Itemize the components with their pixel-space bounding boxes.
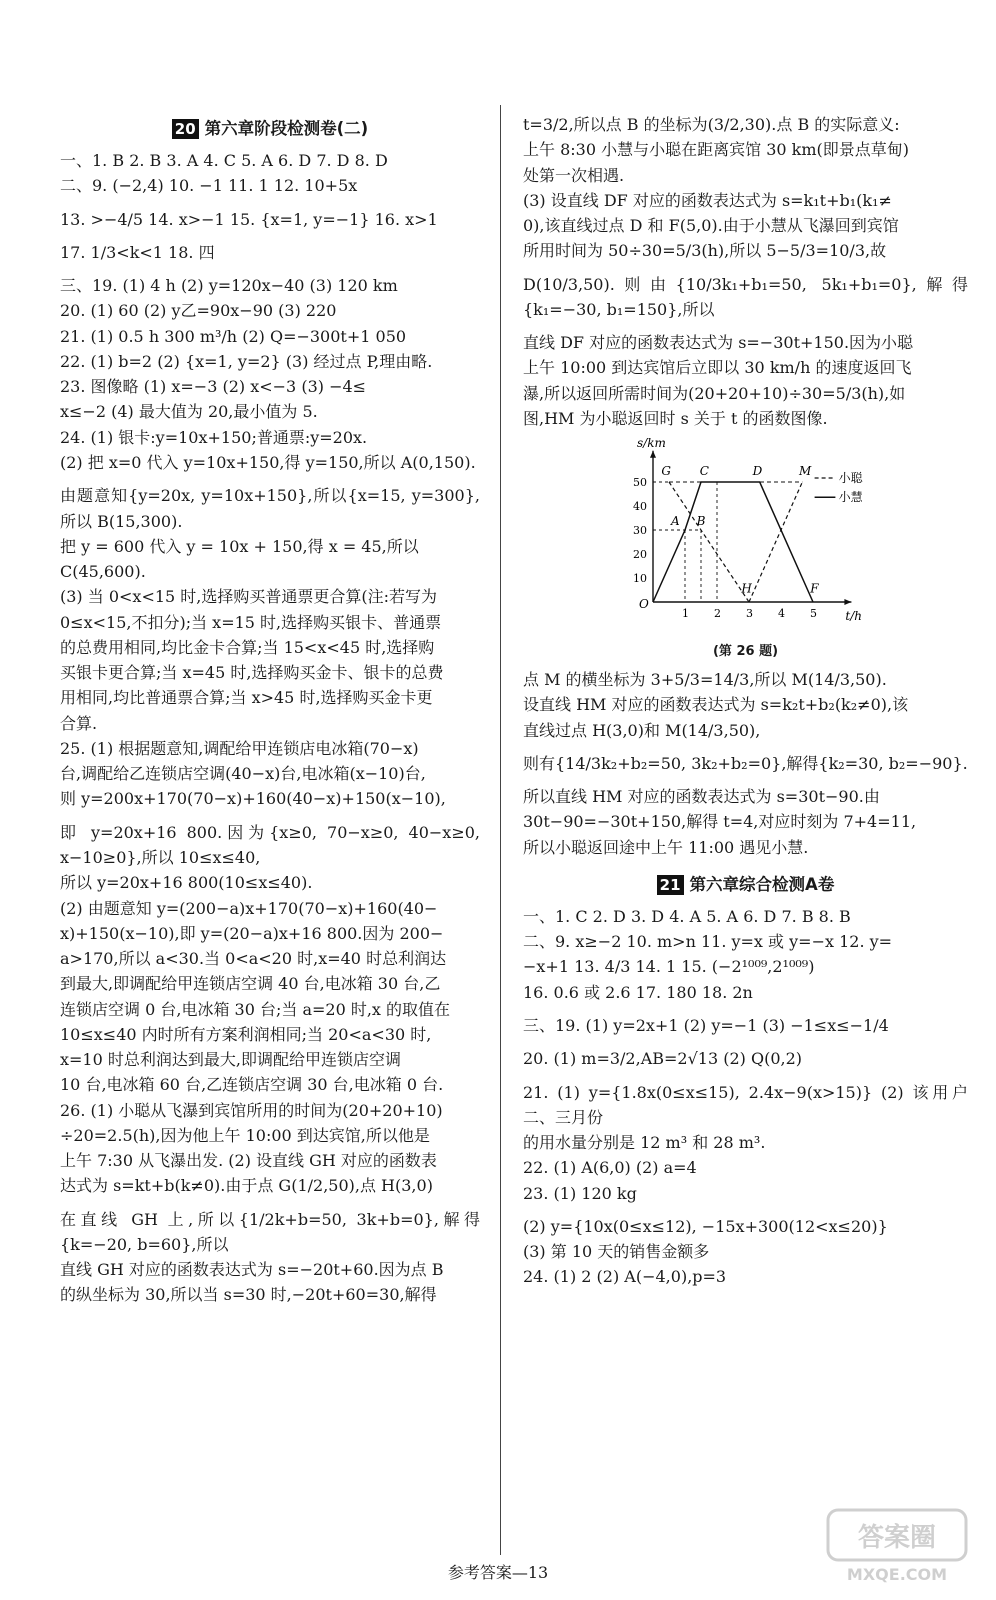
text-line: (3) 当 0<x<15 时,选择购买普通票更合算(注:若写为 [60,587,438,607]
text-line: 所用时间为 50÷30=5/3(h),所以 5−5/3=10/3,故 [523,241,887,261]
y-axis-label: s/km [637,437,666,450]
series-xiaohui [653,482,813,602]
text-line: 23. 图像略 (1) x=−3 (2) x<−3 (3) −4≤ [60,377,367,397]
x-tick-label: 2 [714,607,721,621]
y-tick-label: 40 [633,500,647,514]
svg-text:答案圈: 答案圈 [857,1523,937,1553]
text-line: 上午 10:00 到达宾馆后立即以 30 km/h 的速度返回飞 [523,358,912,378]
x-axis-label: t/h [845,609,862,624]
y-tick-label: 20 [633,548,647,562]
text-line: 则有{14/3k₂+b₂=50, 3k₂+b₂=0},解得{k₂=30, b₂=−90}. [523,753,968,773]
text-line: a>170,所以 a<30.当 0<a<20 时,x=40 时总利润达 [60,949,447,969]
text-line: (3) 第 10 天的销售金额多 [523,1242,710,1262]
text-line: 23. (1) 120 kg [523,1183,637,1203]
text-line: ÷20=2.5(h),因为他上午 10:00 到达宾馆,所以他是 [60,1125,430,1145]
text-line: 连锁店空调 0 台,电冰箱 30 台;当 a=20 时,x 的取值在 [60,999,451,1019]
text-line: 20. (1) m=3/2,AB=2√13 (2) Q(0,2) [523,1049,803,1069]
section-title-20 [60,116,480,142]
text-line: 30t−90=−30t+150,解得 t=4,对应时刻为 7+4=11, [523,812,917,832]
y-tick-label: 10 [633,572,647,586]
text-line: 21. (1) 0.5 h 300 m³/h (2) Q=−300t+1 050 [60,326,407,346]
text-line: 24. (1) 银卡:y=10x+150;普通票:y=20x. [60,427,368,447]
text-line: 一、1. B 2. B 3. A 4. C 5. A 6. D 7. D 8. D [60,151,388,171]
figure-caption: (第 26 题) [712,644,779,660]
y-tick-label: 50 [633,476,647,490]
svg-text:MXQE.COM: MXQE.COM [846,1565,948,1584]
text-line: 台,调配给乙连锁店空调(40−x)台,电冰箱(x−10)台, [60,764,426,784]
section-title-text: 第六章阶段检测卷(二) [204,119,369,138]
text-line: 直线 DF 对应的函数表达式为 s=−30t+150.因为小聪 [523,333,914,353]
text-line: 一、1. C 2. D 3. D 4. A 5. A 6. D 7. B 8. B [523,906,851,926]
text-line: 到最大,即调配给甲连锁店空调 40 台,电冰箱 30 台,乙 [60,974,441,994]
series-xiaocong-segment [749,482,802,602]
text-line: 0),该直线过点 D 和 F(5,0).由于小慧从飞瀑回到宾馆 [523,216,899,236]
right-top-lines [523,112,968,431]
text-line: 22. (1) A(6,0) (2) a=4 [523,1158,697,1178]
text-line: 16. 0.6 或 2.6 17. 180 18. 2n [523,982,753,1002]
text-line: 三、19. (1) 4 h (2) y=120x−40 (3) 120 km [60,276,398,296]
text-line: C(45,600). [60,562,146,582]
series-xiaocong-segment [669,482,749,602]
point-label: D [752,463,763,478]
text-line: (3) 设直线 DF 对应的函数表达式为 s=k₁t+b₁(k₁≠ [523,190,892,210]
text-line: 上午 8:30 小慧与小聪在距离宾馆 30 km(即景点草甸) [523,140,909,160]
x-tick-label: 4 [778,607,785,621]
text-line: 21. (1) y={1.8x(0≤x≤15), 2.4x−9(x>15)} (2) 该用户二、三月份 [523,1082,968,1127]
y-axis-arrow [650,451,656,458]
point-label: H [741,581,752,596]
x-axis-arrow [844,599,851,605]
text-line: 点 M 的横坐标为 3+5/3=14/3,所以 M(14/3,50). [523,669,887,689]
point-label: B [696,514,706,529]
text-line: D(10/3,50).则由{10/3k₁+b₁=50, 5k₁+b₁=0},解得{k₁=−30, b₁=150},所以 [523,274,968,319]
text-line: 所以小聪返回途中上午 11:00 遇见小慧. [523,837,809,857]
origin-label: O [639,597,649,612]
text-line: 25. (1) 根据题意知,调配给甲连锁店电冰箱(70−x) [60,738,419,758]
x-tick-label: 3 [746,607,753,621]
text-line: 设直线 HM 对应的函数表达式为 s=k₂t+b₂(k₂≠0),该 [523,695,909,715]
y-tick-label: 30 [633,524,647,538]
legend-label: 小聪 [838,471,863,486]
page-footer: 参考答案—13 [447,1563,549,1582]
text-line: 由题意知{y=20x, y=10x+150},所以{x=15, y=300},所以 B(15,300). [60,486,480,531]
text-line: 图,HM 为小聪返回时 s 关于 t 的函数图像. [523,408,828,428]
text-line: 的用水量分别是 12 m³ 和 28 m³. [523,1133,766,1153]
section-number: 20 [172,119,199,139]
right-bottom-lines [523,904,968,1290]
text-line: 直线 GH 对应的函数表达式为 s=−20t+60.因为点 B [60,1260,444,1280]
text-line: 26. (1) 小聪从飞瀑到宾馆所用的时间为(20+20+10) [60,1100,443,1120]
text-line: 直线过点 H(3,0)和 M(14/3,50), [523,720,761,740]
text-line: 22. (1) b=2 (2) {x=1, y=2} (3) 经过点 P,理由略. [60,351,433,371]
legend-label: 小慧 [838,490,863,505]
text-line: 合算. [60,713,98,733]
text-line: 0≤x<15,不扣分);当 x=15 时,选择购买银卡、普通票 [60,612,442,632]
left-text-lines [60,148,480,1308]
text-line: 处第一次相遇. [523,165,625,185]
text-line: 在直线 GH 上,所以{1/2k+b=50, 3k+b=0},解得{k=−20, b=60},所以 [60,1209,480,1254]
text-line: 所以 y=20x+16 800(10≤x≤40). [60,873,313,893]
text-line: 上午 7:30 从飞瀑出发. (2) 设直线 GH 对应的函数表 [60,1151,437,1171]
text-line: (2) 由题意知 y=(200−a)x+170(70−x)+160(40− [60,898,438,918]
text-line: 24. (1) 2 (2) A(−4,0),p=3 [523,1267,727,1287]
text-line: 把 y = 600 代入 y = 10x + 150,得 x = 45,所以 [60,536,419,556]
text-line: 13. >−4/5 14. x>−1 15. {x=1, y=−1} 16. x>1 [60,209,438,229]
left-column [60,112,480,1308]
text-line: x)+150(x−10),即 y=(20−a)x+16 800.因为 200− [60,923,444,943]
text-line: x=10 时总利润达到最大,即调配给甲连锁店空调 [60,1050,401,1070]
point-label: A [671,514,680,529]
right-column [523,112,968,1290]
text-line: 即 y=20x+16 800.因为{x≥0, 70−x≥0, 40−x≥0, x−10≥0},所以 10≤x≤40, [60,822,480,867]
text-line: t=3/2,所以点 B 的坐标为(3/2,30).点 B 的实际意义: [523,115,900,134]
text-line: (2) 把 x=0 代入 y=10x+150,得 y=150,所以 A(0,150). [60,452,476,472]
column-divider [500,105,501,1555]
text-line: 所以直线 HM 对应的函数表达式为 s=30t−90.由 [523,787,880,807]
x-tick-label: 1 [682,607,689,621]
text-line: 达式为 s=kt+b(k≠0).由于点 G(1/2,50),点 H(3,0) [60,1176,433,1196]
point-label: G [661,463,671,478]
distance-time-graph [613,437,873,627]
text-line: 三、19. (1) y=2x+1 (2) y=−1 (3) −1≤x≤−1/4 [523,1015,889,1035]
text-line: 二、9. x≥−2 10. m>n 11. y=x 或 y=−x 12. y= [523,932,893,952]
text-line: 的纵坐标为 30,所以当 s=30 时,−20t+60=30,解得 [60,1285,437,1305]
text-line: (2) y={10x(0≤x≤12), −15x+300(12<x≤20)} [523,1216,888,1236]
text-line: 10≤x≤40 内时所有方案利润相同;当 20<a<30 时, [60,1024,432,1044]
text-line: 买银卡更合算;当 x=45 时,选择购买金卡、银卡的总费 [60,663,444,683]
point-label: C [699,463,709,478]
watermark-logo [822,1506,972,1586]
section-title-21 [523,872,968,898]
x-tick-label: 5 [810,607,817,621]
text-line: 10 台,电冰箱 60 台,乙连锁店空调 30 台,电冰箱 0 台. [60,1075,444,1095]
text-line: 则 y=200x+170(70−x)+160(40−x)+150(x−10), [60,789,446,809]
text-line: 的总费用相同,均比金卡合算;当 15<x<45 时,选择购 [60,637,435,657]
text-line: 瀑,所以返回所需时间为(20+20+10)÷30=5/3(h),如 [523,383,906,403]
section-number: 21 [657,875,684,895]
point-label: F [810,581,819,596]
text-line: 17. 1/3<k<1 18. 四 [60,242,215,262]
text-line: 用相同,均比普通票合算;当 x>45 时,选择购买金卡更 [60,688,433,708]
text-line: −x+1 13. 4/3 14. 1 15. (−2¹⁰⁰⁹,2¹⁰⁰⁹) [523,957,815,977]
right-mid-lines [523,667,968,860]
section-title-text: 第六章综合检测A卷 [689,874,835,894]
text-line: 20. (1) 60 (2) y乙=90x−90 (3) 220 [60,301,337,321]
text-line: x≤−2 (4) 最大值为 20,最小值为 5. [60,402,318,422]
point-label: M [799,463,812,478]
text-line: 二、9. (−2,4) 10. −1 11. 1 12. 10+5x [60,176,358,196]
